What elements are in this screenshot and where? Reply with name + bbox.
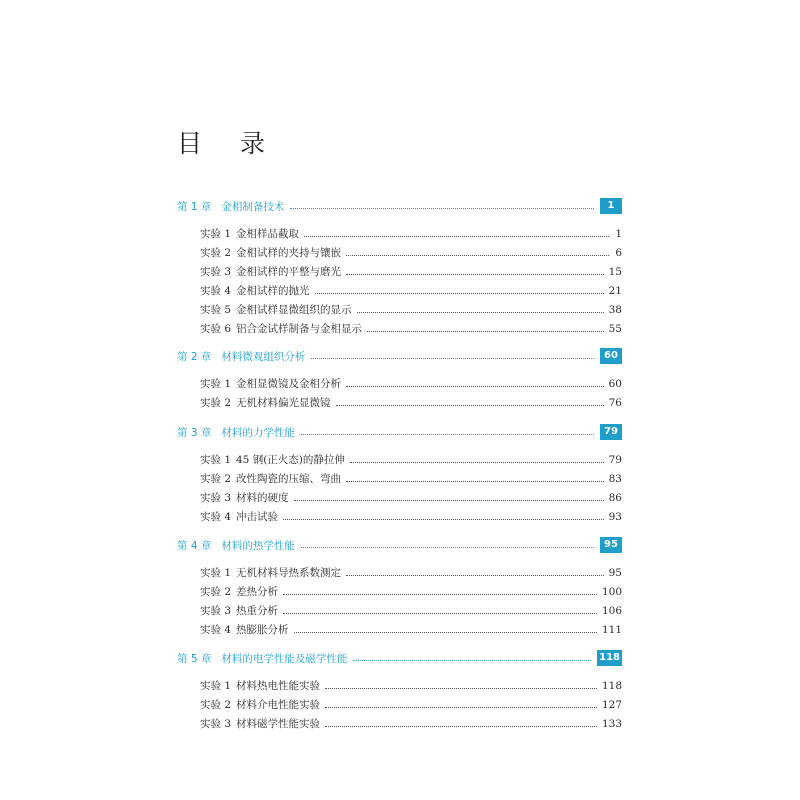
experiment-row[interactable] [200,226,622,241]
dot-leader [315,292,604,294]
experiment-row[interactable] [200,471,622,486]
experiment-page-number: 6 [615,246,622,259]
experiment-number: 实验 1 [200,228,232,240]
experiment-page-number: 79 [608,453,622,466]
experiment-page-number: 86 [608,491,622,504]
dot-leader [283,612,597,614]
experiment-row[interactable] [200,716,622,731]
experiment-page-number: 93 [608,510,622,523]
experiment-page-number: 95 [608,566,622,579]
experiment-row[interactable] [200,302,622,317]
experiment-title: 材料热电性能实验 [236,680,320,692]
experiment-number: 实验 2 [200,699,232,711]
chapter-title: 材料微观组织分析 [221,350,306,363]
chapter-title: 金相制备技术 [221,200,285,213]
page-title: 目 录 [177,128,280,158]
experiment-row[interactable] [200,509,622,524]
experiment-title: 材料介电性能实验 [236,699,320,711]
experiment-number: 实验 3 [200,605,232,617]
dot-leader [346,254,609,256]
experiment-title: 热膨胀分析 [236,624,289,636]
dot-leader [304,235,609,237]
chapter-page-badge: 1 [600,198,622,214]
experiment-number: 实验 1 [200,680,232,692]
experiment-number: 实验 2 [200,473,232,485]
experiment-title: 金相试样的抛光 [236,285,310,297]
experiment-page-number: 55 [608,322,622,335]
experiment-page-number: 118 [601,679,622,692]
experiment-title: 改性陶瓷的压缩、弯曲 [236,473,341,485]
dot-leader [346,480,604,482]
dot-leader [294,631,597,633]
chapter-page-badge: 118 [597,650,622,666]
experiment-page-number: 60 [608,377,622,390]
experiment-page-number: 76 [608,396,622,409]
experiment-number: 实验 3 [200,266,232,278]
dot-leader [353,659,591,661]
experiment-row[interactable] [200,283,622,298]
experiment-number: 实验 1 [200,454,232,466]
experiment-number: 实验 1 [200,378,232,390]
dot-leader [301,433,594,435]
dot-leader [367,330,604,332]
experiment-row[interactable] [200,678,622,693]
chapter-row[interactable] [177,424,622,440]
chapter-number: 第 2 章 [177,350,212,363]
experiment-title: 金相显微镜及金相分析 [236,378,341,390]
experiment-title: 差热分析 [236,586,278,598]
experiment-page-number: 15 [608,265,622,278]
chapter-row[interactable] [177,198,622,214]
dot-leader [290,207,594,209]
dot-leader [283,518,604,520]
chapter-number: 第 1 章 [177,200,212,213]
experiment-page-number: 21 [608,284,622,297]
experiment-title: 铝合金试样制备与金相显示 [236,323,362,335]
chapter-page-badge: 60 [600,348,622,364]
experiment-page-number: 127 [601,698,622,711]
experiment-title: 金相试样的夹持与镶嵌 [236,247,341,259]
experiment-title: 无机材料偏光显微镜 [236,397,331,409]
experiment-number: 实验 4 [200,511,232,523]
experiment-row[interactable] [200,321,622,336]
dot-leader [301,546,594,548]
experiment-title: 金相试样的平整与磨光 [236,266,341,278]
experiment-page-number: 133 [601,717,622,730]
chapter-title: 材料的电学性能及磁学性能 [221,652,348,665]
dot-leader [350,461,604,463]
experiment-title: 金相样品截取 [236,228,299,240]
experiment-row[interactable] [200,622,622,637]
experiment-page-number: 100 [601,585,622,598]
experiment-page-number: 38 [608,303,622,316]
dot-leader [346,574,604,576]
dot-leader [283,593,597,595]
experiment-row[interactable] [200,490,622,505]
chapter-title: 材料的力学性能 [221,426,295,439]
dot-leader [311,357,594,359]
experiment-title: 无机材料导热系数测定 [236,567,341,579]
chapter-page-badge: 95 [600,537,622,553]
experiment-number: 实验 4 [200,285,232,297]
experiment-title: 材料的硬度 [236,492,289,504]
chapter-row[interactable] [177,537,622,553]
experiment-page-number: 83 [608,472,622,485]
experiment-title: 金相试样显微组织的显示 [236,304,352,316]
experiment-row[interactable] [200,603,622,618]
experiment-number: 实验 2 [200,397,232,409]
dot-leader [325,725,597,727]
dot-leader [336,404,604,406]
experiment-number: 实验 1 [200,567,232,579]
experiment-row[interactable] [200,245,622,260]
experiment-number: 实验 3 [200,492,232,504]
dot-leader [346,273,604,275]
dot-leader [346,385,604,387]
experiment-title: 热重分析 [236,605,278,617]
experiment-row[interactable] [200,395,622,410]
experiment-title: 冲击试验 [236,511,278,523]
chapter-number: 第 3 章 [177,426,212,439]
experiment-row[interactable] [200,565,622,580]
dot-leader [325,687,597,689]
experiment-number: 实验 4 [200,624,232,636]
experiment-row[interactable] [200,264,622,279]
experiment-number: 实验 6 [200,323,232,335]
chapter-page-badge: 79 [600,424,622,440]
experiment-page-number: 111 [601,623,622,636]
experiment-number: 实验 5 [200,304,232,316]
experiment-page-number: 1 [615,227,622,240]
dot-leader [357,311,604,313]
chapter-number: 第 4 章 [177,539,212,552]
experiment-row[interactable] [200,376,622,391]
experiment-row[interactable] [200,452,622,467]
experiment-title: 材料磁学性能实验 [236,718,320,730]
dot-leader [325,706,597,708]
chapter-number: 第 5 章 [177,652,212,665]
experiment-row[interactable] [200,697,622,712]
chapter-row[interactable] [177,348,622,364]
chapter-row[interactable] [177,650,622,666]
experiment-row[interactable] [200,584,622,599]
chapter-title: 材料的热学性能 [221,539,295,552]
experiment-title: 45 钢(正火态)的静拉伸 [236,454,345,466]
experiment-number: 实验 2 [200,247,232,259]
experiment-page-number: 106 [601,604,622,617]
experiment-number: 实验 2 [200,586,232,598]
experiment-number: 实验 3 [200,718,232,730]
dot-leader [294,499,604,501]
